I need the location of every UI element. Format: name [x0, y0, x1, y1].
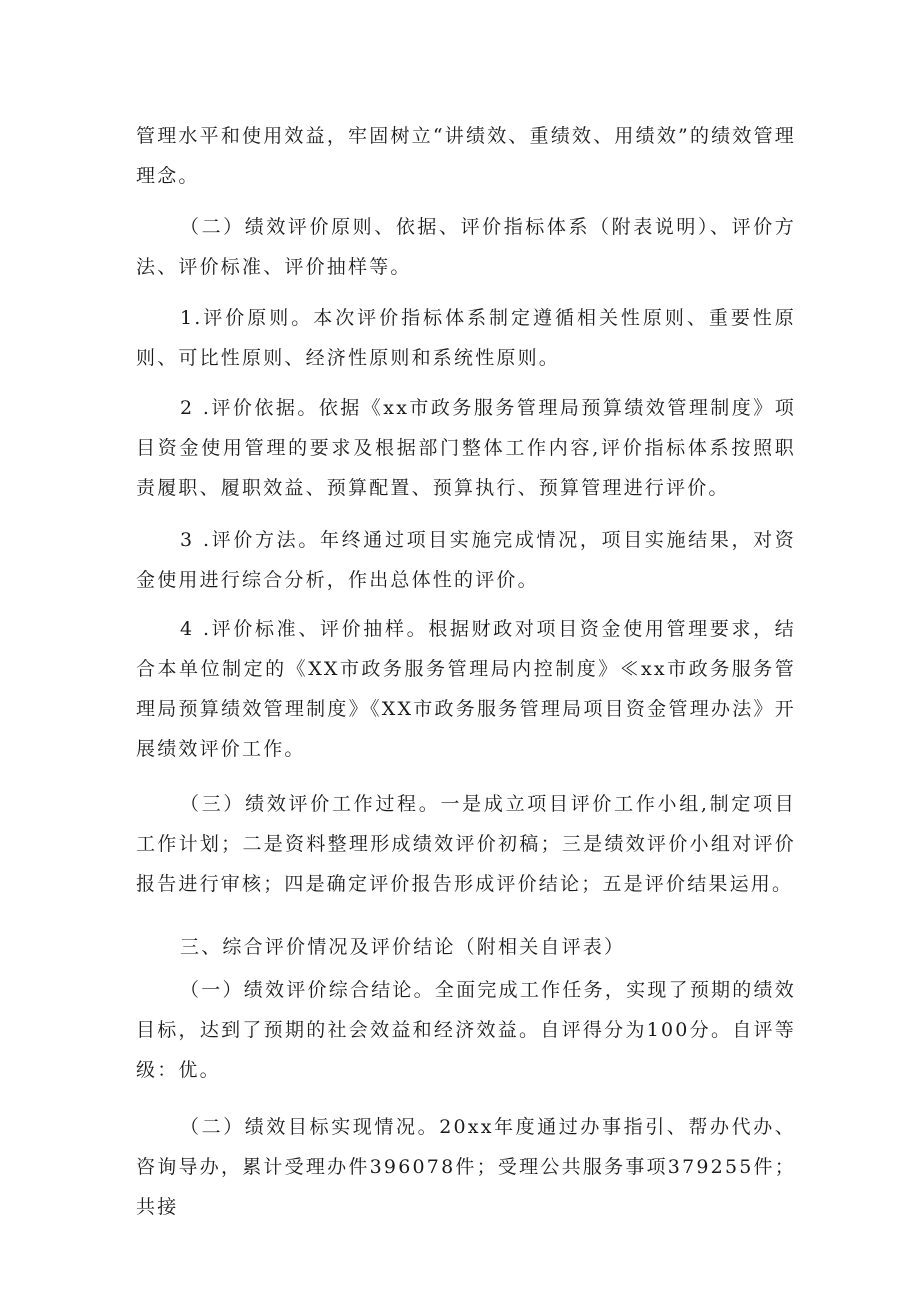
- paragraph-6: 4 .评价标准、评价抽样。根据财政对项目资金使用管理要求，结合本单位制定的《XX市政务服务管理局内控制度》≪xx市政务服务管理局预算绩效管理制度》《XX市政务服务管理局项目资金管理办法》开展绩效评价工作。: [136, 618, 796, 760]
- paragraph-1: 管理水平和使用效益，牢固树立“讲绩效、重绩效、用绩效”的绩效管理理念。: [136, 125, 796, 187]
- paragraph-5: 3 .评价方法。年终通过项目实施完成情况，项目实施结果，对资金使用进行综合分析，作出总体性的评价。: [136, 529, 796, 591]
- paragraph-4: 2 .评价依据。依据《xx市政务服务管理局预算绩效管理制度》项目资金使用管理的要求及根据部门整体工作内容,评价指标体系按照职责履职、履职效益、预算配置、预算执行、预算管理进行评价。: [136, 397, 796, 499]
- paragraph-9: （一）绩效评价综合结论。全面完成工作任务，实现了预期的绩效目标，达到了预期的社会效益和经济效益。自评得分为100分。自评等级：优。: [136, 979, 796, 1081]
- paragraph-7: （三）绩效评价工作过程。一是成立项目评价工作小组,制定项目工作计划；二是资料整理形成绩效评价初稿；三是绩效评价小组对评价报告进行审核；四是确定评价报告形成评价结论；五是评价结果运用。: [136, 793, 796, 895]
- section-heading-3: 三、综合评价情况及评价结论（附相关自评表）: [180, 936, 626, 958]
- paragraph-3: 1.评价原则。本次评价指标体系制定遵循相关性原则、重要性原则、可比性原则、经济性原则和系统性原则。: [136, 307, 796, 369]
- paragraph-2: （二）绩效评价原则、依据、评价指标体系（附表说明）、评价方法、评价标准、评价抽样等。: [136, 216, 796, 278]
- paragraph-10: （二）绩效目标实现情况。20xx年度通过办事指引、帮办代办、咨询导办，累计受理办件396078件；受理公共服务事项379255件；共接: [136, 1116, 796, 1218]
